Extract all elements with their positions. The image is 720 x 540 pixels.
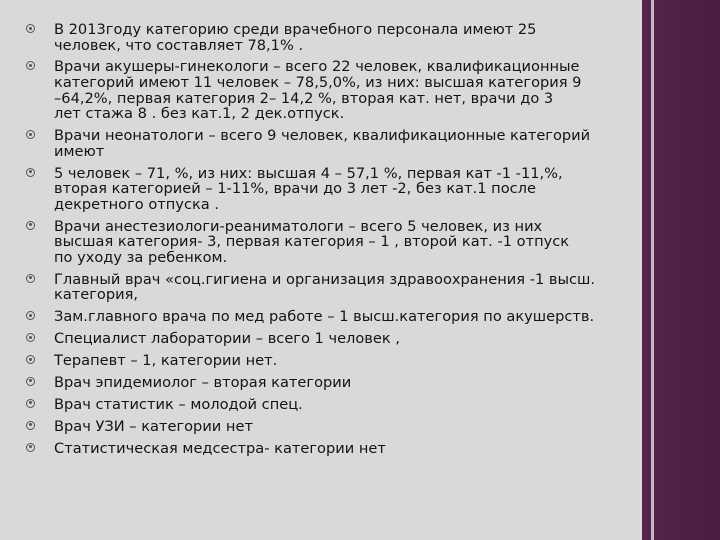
bullet-text: 5 человек – 71, %, из них: высшая 4 – 57,1 %, первая кат -1 -11,%, вторая категорией – 1-11%, врачи до 3 лет -2, без кат.1 после декретного отпуска .	[54, 164, 563, 213]
bullet-text: Врачи акушеры-гинекологи – всего 22 человек, квалификационные категорий имеют 11 человек – 78,5,0%, из них: высшая категория 9 –64,2%, первая категория 2– 14,2 %, вторая кат. нет, врачи до 3 лет стажа 8 . без кат.1, 2 дек.отпуск.	[54, 58, 582, 123]
list-item	[22, 272, 640, 303]
list-item	[22, 59, 640, 121]
circled-dot-icon	[26, 130, 35, 139]
list-item	[22, 331, 640, 347]
list-item	[22, 309, 640, 325]
bullet-text: Врач эпидемиолог – вторая категории	[54, 373, 352, 391]
list-item	[22, 166, 640, 213]
bullet-text: Статистическая медсестра- категории нет	[54, 439, 386, 457]
bullet-text: Врачи анестезиологи-реаниматологи – всего 5 человек, из них высшая категория- 3, первая категория – 1 , второй кат. -1 отпуск по уходу за ребенком.	[54, 217, 570, 266]
circled-dot-icon	[26, 421, 35, 430]
bullet-text: Зам.главного врача по мед работе – 1 высш.категория по акушерств.	[54, 308, 595, 326]
circled-dot-icon	[26, 24, 35, 33]
list-item	[22, 375, 640, 391]
bullet-text: Врач статистик – молодой спец.	[54, 395, 303, 413]
bullet-list	[22, 22, 640, 463]
list-item	[22, 128, 640, 159]
bullet-text: Врач УЗИ – категории нет	[54, 417, 253, 435]
bullet-text: Терапевт – 1, категории нет.	[54, 352, 278, 370]
bullet-text: Специалист лаборатории – всего 1 человек ,	[54, 330, 400, 348]
sidebar-divider	[651, 0, 654, 540]
circled-dot-icon	[26, 61, 35, 70]
bullet-text: В 2013году категорию среди врачебного персонала имеют 25 человек, что составляет 78,1% .	[54, 21, 537, 54]
circled-dot-icon	[26, 274, 35, 283]
list-item	[22, 353, 640, 369]
list-item	[22, 219, 640, 266]
circled-dot-icon	[26, 311, 35, 320]
circled-dot-icon	[26, 399, 35, 408]
circled-dot-icon	[26, 377, 35, 386]
bullet-text: Врачи неонатологи – всего 9 человек, квалификационные категорий имеют	[54, 127, 591, 160]
list-item	[22, 419, 640, 435]
list-item	[22, 22, 640, 53]
list-item	[22, 441, 640, 457]
circled-dot-icon	[26, 333, 35, 342]
circled-dot-icon	[26, 443, 35, 452]
list-item	[22, 397, 640, 413]
circled-dot-icon	[26, 168, 35, 177]
circled-dot-icon	[26, 355, 35, 364]
circled-dot-icon	[26, 221, 35, 230]
bullet-text: Главный врач «соц.гигиена и организация здравоохранения -1 высш. категория,	[54, 270, 596, 304]
